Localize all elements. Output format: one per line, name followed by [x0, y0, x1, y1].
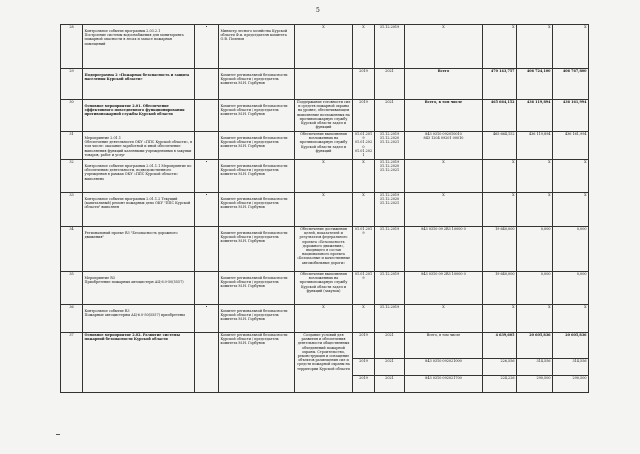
row-budget-code: Всего, в том числе — [405, 333, 483, 359]
row-number: 31 — [61, 132, 83, 160]
row-marker — [195, 132, 219, 160]
row-end-date: 2021 — [375, 376, 405, 393]
row-end-date: 31.12.2019 31.12.2020 31.12.2021 — [375, 160, 405, 193]
row-end-date: 2021 — [375, 100, 405, 132]
row-number: 30 — [61, 100, 83, 132]
row-marker: • — [195, 193, 219, 227]
page-mark — [56, 434, 60, 435]
row-number: 33 — [61, 193, 83, 227]
row-budget-code: 843 0310 092021700 — [405, 376, 483, 393]
row-value-2021: 290,500 — [553, 376, 589, 393]
row-start-date: X — [353, 25, 375, 69]
row-start-date: 01.01.2019 01.01.2020 01.01.2021 — [353, 132, 375, 160]
row-responsible: Комитет региональной безопасности Курской области / председатель комитета М.Н. Горбунов — [219, 69, 295, 100]
row-value-2019: X — [483, 25, 517, 69]
row-start-date: 01.01.2019 — [353, 227, 375, 272]
row-marker — [195, 333, 219, 393]
row-marker: • — [195, 305, 219, 333]
row-value-2019: 226,556 — [483, 359, 517, 376]
table-row — [61, 69, 589, 100]
row-budget-code: Всего, в том числе — [405, 100, 483, 132]
row-activity-name: Основное мероприятие 2.01. Обеспечение эффективного повседневного функционирования противопожарной службы Курской области — [83, 100, 195, 132]
row-expected-result: X — [295, 305, 353, 333]
row-value-2021: 406 767,800 — [553, 69, 589, 100]
document-table-wrap — [60, 24, 589, 393]
row-budget-code: X — [405, 160, 483, 193]
row-expected-result: Поддержание готовности сил и средств пожарной охраны на уровне, обеспечивающем выполнение возложенных на противопожарную службу Курской области задач и функций — [295, 100, 353, 132]
table-row — [61, 132, 589, 160]
row-activity-name: Контрольное событие R3 Пожарные автоцистерны АЦ-6.0-50(5557) приобретены — [83, 305, 195, 333]
row-start-date: 2019 — [353, 376, 375, 393]
row-value-2020: 20 605,836 — [517, 333, 553, 359]
row-budget-code: X — [405, 193, 483, 227]
table-row — [61, 193, 589, 227]
row-value-2021: 0,000 — [553, 272, 589, 305]
row-value-2019: X — [483, 160, 517, 193]
table-row — [61, 333, 589, 359]
row-value-2020: 436 119,894 — [517, 100, 553, 132]
row-budget-code: X — [405, 305, 483, 333]
row-responsible: Комитет региональной безопасности Курской области / председатель комитета М.Н. Горбунов — [219, 160, 295, 193]
row-responsible: Комитет региональной безопасности Курской области / председатель комитета М.Н. Горбунов — [219, 100, 295, 132]
row-value-2019: X — [483, 193, 517, 227]
plan-table — [60, 24, 589, 393]
table-row — [61, 25, 589, 69]
row-value-2020: 314,556 — [517, 359, 553, 376]
row-start-date: X — [353, 305, 375, 333]
row-expected-result: X — [295, 25, 353, 69]
row-number: 36 — [61, 305, 83, 333]
row-value-2021: X — [553, 25, 589, 69]
row-expected-result: Обеспечение достижения целей, показателей и результатов федерального проекта «Безопасность дорожного движения», входящего в состав национального проекта «Безопасные и качественные автомобильные дороги» — [295, 227, 353, 272]
row-number: 34 — [61, 227, 83, 272]
row-marker: • — [195, 160, 219, 193]
row-responsible: Комитет региональной безопасности Курской области / председатель комитета М.Н. Горбунов — [219, 333, 295, 393]
row-value-2021: 436 161,994 — [553, 132, 589, 160]
row-activity-name: Контрольное событие программы 2.01.1.1 Мероприятие по обеспечению деятельности, подведомственного учреждения в рамках ОКУ «ППС Курской области» выполнено — [83, 160, 195, 193]
row-value-2021: X — [553, 160, 589, 193]
row-value-2021: 436 161,994 — [553, 100, 589, 132]
row-number: 32 — [61, 160, 83, 193]
table-row — [61, 160, 589, 193]
row-end-date: 2021 — [375, 333, 405, 359]
row-end-date: 2021 — [375, 69, 405, 100]
row-value-2020: X — [517, 193, 553, 227]
row-value-2019: 470 143,757 — [483, 69, 517, 100]
row-number: 29 — [61, 69, 83, 100]
row-marker — [195, 272, 219, 305]
row-number: 37 — [61, 333, 83, 393]
row-activity-name: Подпрограмма 2 «Пожарная безопасность и защита населения Курской области» — [83, 69, 195, 100]
row-value-2019: X — [483, 305, 517, 333]
row-value-2019: 4 639,605 — [483, 333, 517, 359]
row-activity-name: Контрольное событие программы 2.01.1.2 Текущий (капитальный) ремонт пожарных депо ОКУ "ППС Курской области" выполнен — [83, 193, 195, 227]
row-end-date: 31.12.2019 31.12.2020 31.12.2021 — [375, 193, 405, 227]
row-expected-result — [295, 69, 353, 100]
row-budget-code: 843 0310 092021000 — [405, 359, 483, 376]
row-start-date: 2019 — [353, 100, 375, 132]
row-activity-name: Мероприятие 2.01.1 Обеспечение деятельности ОКУ «ППС Курской области», в том числе: оказание заработной и иной обеспечение выполнения функций казенными учреждениями в закупки товаров, работ и услуг — [83, 132, 195, 160]
row-expected-result: Обеспечение выполнения возложенных на противопожарную службу Курской области задач и функций — [295, 132, 353, 160]
row-expected-result: Обеспечение выполнения возложенных на противопожарную службу Курской области задач и функций (закупок) — [295, 272, 353, 305]
row-end-date: 31.12.2019 31.12.2020 31.12.2021 — [375, 132, 405, 160]
row-activity-name: Контрольное событие программы 2.03.2.1 Построение системы водоснабжения для мониторинга пожарной опасности в лесах и запасе пожарная помещений — [83, 25, 195, 69]
table-row — [61, 100, 589, 132]
row-responsible: Комитет региональной безопасности Курской области / председатель комитета М.Н. Горбунов — [219, 132, 295, 160]
row-budget-code: 843 0310 09 2R3 10000 0 — [405, 272, 483, 305]
row-value-2021: 0,000 — [553, 227, 589, 272]
row-marker — [195, 227, 219, 272]
row-expected-result: X — [295, 160, 353, 193]
row-value-2021: X — [553, 305, 589, 333]
row-number: 28 — [61, 25, 83, 69]
row-responsible: Министр лесного хозяйства Курской области Ф.и. председателя комитета О.В. Полевов — [219, 25, 295, 69]
row-value-2019: 465 664,152 — [483, 100, 517, 132]
row-activity-name: Мероприятие R3 Приобретение пожарных автоцистерн АЦ-6.0-50(5557) — [83, 272, 195, 305]
row-start-date: 2019 — [353, 359, 375, 376]
row-responsible: Комитет региональной безопасности Курской области / председатель комитета М.Н. Горбунов — [219, 305, 295, 333]
row-responsible: Комитет региональной безопасности Курской области / председатель комитета М.Н. Горбунов — [219, 272, 295, 305]
page-number: 5 — [316, 7, 320, 14]
row-value-2019: 465 664,152 — [483, 132, 517, 160]
row-value-2020: 406 724,100 — [517, 69, 553, 100]
row-value-2019: 19 640,000 — [483, 272, 517, 305]
row-value-2020: 0,000 — [517, 227, 553, 272]
table-row — [61, 305, 589, 333]
row-start-date: 2019 — [353, 69, 375, 100]
row-marker: • — [195, 25, 219, 69]
row-expected-result: X — [295, 193, 353, 227]
row-value-2020: X — [517, 160, 553, 193]
row-marker — [195, 100, 219, 132]
row-budget-code: 843 0310 09 2R3 10000 0 — [405, 227, 483, 272]
row-start-date: 01.01.2019 — [353, 272, 375, 305]
row-start-date: X — [353, 193, 375, 227]
row-value-2020: X — [517, 25, 553, 69]
row-responsible: Комитет региональной безопасности Курской области / председатель комитета М.Н. Горбунов — [219, 227, 295, 272]
row-activity-name: Основное мероприятие 2.02. Развитие системы пожарной безопасности Курской области — [83, 333, 195, 393]
row-start-date: 2019 — [353, 333, 375, 359]
table-row — [61, 227, 589, 272]
row-value-2021: 20 605,836 — [553, 333, 589, 359]
row-end-date: 31.12.2019 — [375, 25, 405, 69]
row-responsible: Комитет региональной безопасности Курской области / председатель комитета М.Н. Горбунов — [219, 193, 295, 227]
row-value-2019: 224,226 — [483, 376, 517, 393]
row-value-2020: 436 119,894 — [517, 132, 553, 160]
row-value-2019: 19 640,000 — [483, 227, 517, 272]
row-budget-code: X — [405, 25, 483, 69]
row-value-2020: 290,500 — [517, 376, 553, 393]
row-start-date: X — [353, 160, 375, 193]
row-value-2020: X — [517, 305, 553, 333]
row-value-2021: X — [553, 193, 589, 227]
row-activity-name: Региональный проект R3 "Безопасность дорожного движения" — [83, 227, 195, 272]
table-row — [61, 272, 589, 305]
row-budget-code: 843 0310 092010010 843 1204 09201 00010 — [405, 132, 483, 160]
row-value-2021: 314,556 — [553, 359, 589, 376]
row-budget-code: Всего — [405, 69, 483, 100]
row-end-date: 31.12.2019 — [375, 305, 405, 333]
table-body — [61, 25, 589, 393]
row-end-date: 31.12.2019 — [375, 272, 405, 305]
row-end-date: 2021 — [375, 359, 405, 376]
row-number: 35 — [61, 272, 83, 305]
row-value-2020: 0,000 — [517, 272, 553, 305]
row-end-date: 31.12.2019 — [375, 227, 405, 272]
row-marker — [195, 69, 219, 100]
row-expected-result: Создание условий для развития и обеспечения деятельности общественных объединений пожарной охраны. Строительство, реконструкция и оснащение объектов размещения сил и средств пожарной охраны на территории Курской области — [295, 333, 353, 393]
